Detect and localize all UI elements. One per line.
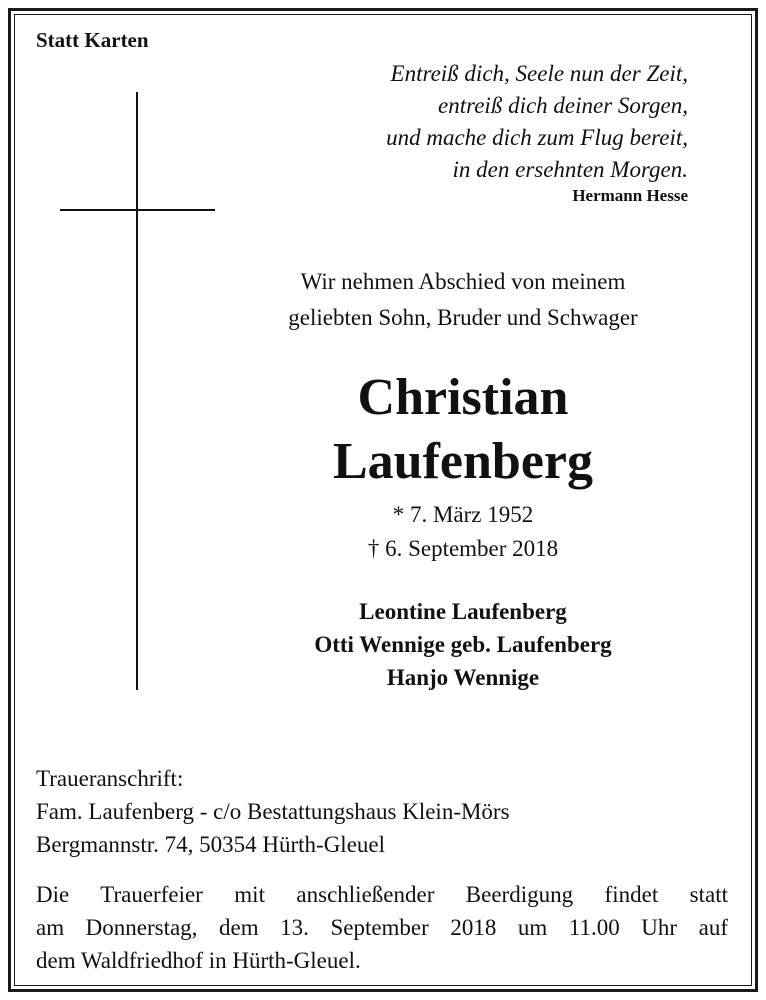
- mourner-name: Otti Wennige geb. Laufenberg: [314, 632, 612, 657]
- poem-line: entreiß dich deiner Sorgen,: [438, 93, 688, 118]
- service-line: dem Waldfriedhof in Hürth-Gleuel.: [36, 948, 361, 973]
- deceased-last-name: Laufenberg: [333, 433, 593, 490]
- farewell-intro: [230, 264, 696, 336]
- death-date: † 6. September 2018: [367, 536, 559, 561]
- mourners-list: [230, 595, 696, 694]
- address-line: Fam. Laufenberg - c/o Bestattungshaus Klein-Mörs: [36, 799, 510, 824]
- birth-date: * 7. März 1952: [392, 502, 534, 527]
- poem-line: Entreiß dich, Seele nun der Zeit,: [390, 61, 688, 86]
- deceased-name: [230, 366, 696, 494]
- funeral-service-info: [36, 878, 728, 977]
- cross-icon-vertical-bar: [136, 92, 138, 690]
- mourner-name: Leontine Laufenberg: [359, 599, 567, 624]
- poem-line: in den ersehnten Morgen.: [452, 157, 688, 182]
- mourning-address: [36, 762, 510, 861]
- poem-author: Hermann Hesse: [572, 186, 688, 205]
- poem-line: und mache dich zum Flug bereit,: [386, 125, 688, 150]
- deceased-first-name: Christian: [357, 369, 569, 426]
- service-line: Die Trauerfeier mit anschließender Beerdigung findet statt: [36, 882, 728, 907]
- service-line: am Donnerstag, dem 13. September 2018 um 11.00 Uhr auf: [36, 915, 728, 940]
- address-line: Bergmannstr. 74, 50354 Hürth-Gleuel: [36, 832, 385, 857]
- poem: [386, 58, 688, 186]
- life-dates: [230, 498, 696, 566]
- intro-line: Wir nehmen Abschied von meinem: [300, 269, 626, 294]
- intro-line: geliebten Sohn, Bruder und Schwager: [288, 305, 638, 330]
- address-label: Traueranschrift:: [36, 766, 184, 791]
- cross-icon-horizontal-bar: [60, 209, 215, 211]
- mourner-name: Hanjo Wennige: [386, 665, 540, 690]
- header-note: Statt Karten: [36, 28, 149, 52]
